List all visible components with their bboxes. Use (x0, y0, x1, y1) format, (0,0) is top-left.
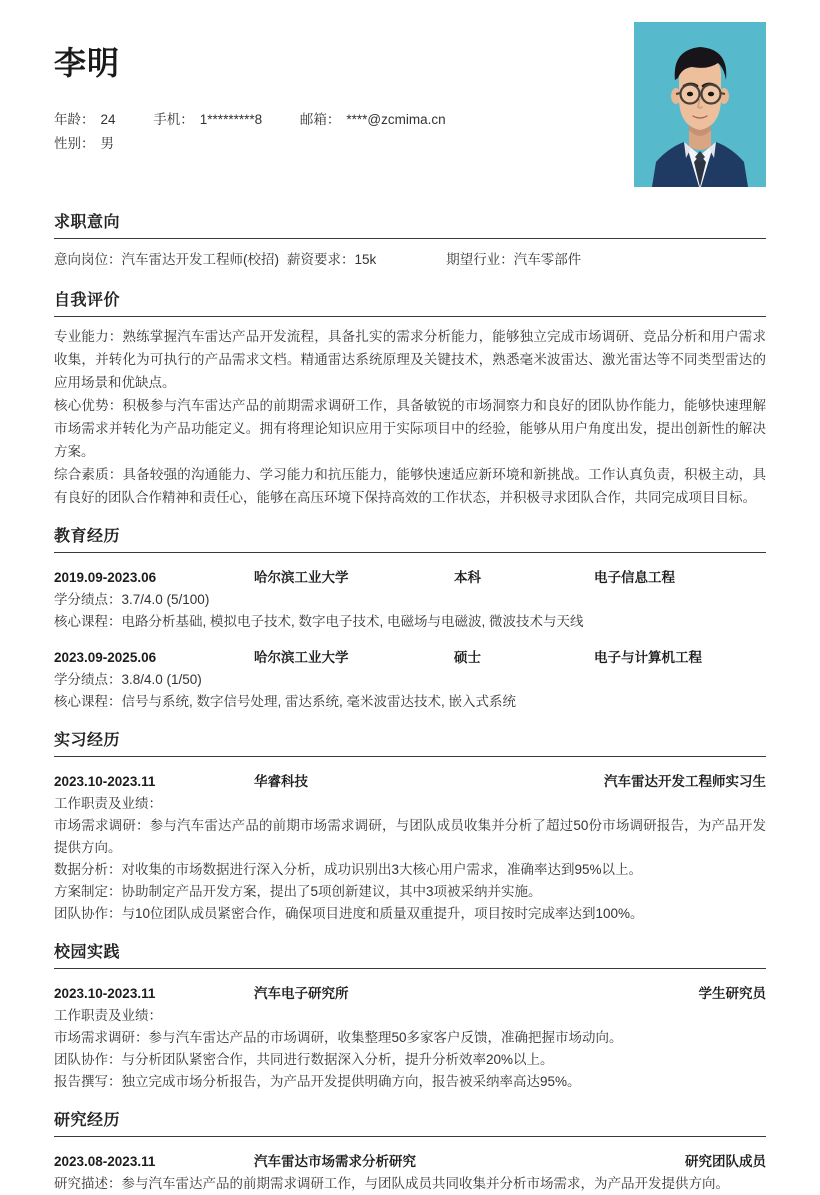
research-header-row (54, 1145, 766, 1173)
education-school: 哈尔滨工业大学 (254, 570, 349, 585)
contact-phone (153, 108, 262, 132)
contact-phone-value: 1*********8 (199, 112, 263, 128)
internship-company: 华睿科技 (254, 774, 308, 789)
section-title-campus-practice: 校园实践 (54, 944, 121, 961)
campus-duty-item: 团队协作：与分析团队紧密合作，共同进行数据深入分析，提升分析效率20%以上。 (54, 1052, 554, 1067)
campus-duty-heading: 工作职责及业绩： (54, 1008, 162, 1023)
education-header-row (54, 561, 766, 589)
education-date: 2023.09-2025.06 (54, 650, 157, 665)
intent-industry-value: 汽车零部件 (513, 252, 582, 267)
section-title-self-evaluation: 自我评价 (54, 292, 121, 309)
resume-header (0, 0, 820, 195)
education-degree: 硕士 (454, 650, 481, 665)
education-major: 电子与计算机工程 (594, 650, 702, 665)
internship-header-row (54, 765, 766, 793)
section-title-job-intent: 求职意向 (54, 214, 121, 231)
contact-phone-label: 手机： (153, 112, 194, 128)
education-school: 哈尔滨工业大学 (254, 650, 349, 665)
campus-role: 学生研究员 (698, 986, 766, 1001)
section-title-research: 研究经历 (54, 1112, 121, 1129)
contact-age-value: 24 (100, 112, 116, 128)
research-role: 研究团队成员 (685, 1154, 766, 1169)
campus-org: 汽车电子研究所 (254, 986, 349, 1001)
internship-duty-heading: 工作职责及业绩： (54, 796, 162, 811)
contact-gender-label: 性别： (54, 136, 95, 152)
section-divider (54, 1136, 766, 1137)
internship-duty-item: 方案制定：协助制定产品开发方案，提出了5项创新建议，其中3项被采纳并实施。 (54, 884, 542, 899)
campus-header-row (54, 977, 766, 1005)
campus-date: 2023.10-2023.11 (54, 986, 156, 1001)
portrait-photo-icon (634, 22, 766, 187)
section-divider (54, 552, 766, 553)
education-degree: 本科 (454, 570, 481, 585)
self-evaluation-paragraph: 专业能力：熟练掌握汽车雷达产品开发流程，具备扎实的需求分析能力，能够独立完成市场调研、竞品分析和用户需求收集，并转化为可执行的产品需求文档。精通雷达系统原理及关键技术，熟悉毫米波雷达、激光雷达等不同类型雷达的应用场景和优缺点。 (54, 329, 766, 390)
education-major: 电子信息工程 (594, 570, 675, 585)
section-divider (54, 756, 766, 757)
education-item (54, 641, 766, 713)
intent-salary-label: 薪资要求： (287, 252, 355, 267)
campus-duty-item: 报告撰写：独立完成市场分析报告，为产品开发提供明确方向，报告被采纳率高达95%。 (54, 1074, 581, 1089)
section-divider (54, 316, 766, 317)
internship-duty-item: 市场需求调研：参与汽车雷达产品的前期市场需求调研，与团队成员收集并分析了超过50份市场调研报告，为产品开发提供方向。 (54, 818, 766, 855)
education-gpa: 学分绩点：3.7/4.0 (5/100) (54, 592, 210, 607)
section-job-intent (0, 209, 820, 273)
contact-email-label: 邮箱： (299, 112, 341, 128)
candidate-name: 李明 (54, 45, 121, 81)
intent-industry-label: 期望行业： (446, 252, 514, 267)
internship-role: 汽车雷达开发工程师实习生 (604, 774, 766, 789)
spacer (54, 633, 766, 641)
contact-email (300, 108, 446, 132)
self-evaluation-paragraph: 核心优势：积极参与汽车雷达产品的前期需求调研工作，具备敏锐的市场洞察力和良好的团队协作能力，能够快速理解市场需求并转化为产品功能定义。拥有将理论知识应用于实际项目中的经验，能够从用户角度出发，提出创新性的解决方案。 (54, 398, 766, 459)
candidate-photo (634, 22, 766, 187)
self-evaluation-paragraph: 综合素质：具备较强的沟通能力、学习能力和抗压能力，能够快速适应新环境和新挑战。工作认真负责，积极主动，具有良好的团队合作精神和责任心，能够在高压环境下保持高效的工作状态，并积极寻求团队合作，共同完成项目目标。 (54, 467, 766, 505)
internship-duty-item: 数据分析：对收集的市场数据进行深入分析，成功识别出3大核心用户需求，准确率达到95%以上。 (54, 862, 643, 877)
education-gpa: 学分绩点：3.8/4.0 (1/50) (54, 672, 202, 687)
intent-position-value: 汽车雷达开发工程师(校招) (121, 252, 279, 267)
contact-age-label: 年龄： (54, 112, 95, 128)
section-campus-practice (0, 939, 820, 1093)
research-description: 研究描述：参与汽车雷达产品的前期需求调研工作，与团队成员共同收集并分析市场需求，为产品开发提供方向。 (54, 1176, 729, 1191)
research-date: 2023.08-2023.11 (54, 1154, 156, 1169)
job-intent-row (54, 247, 766, 273)
education-item (54, 561, 766, 633)
section-internship (0, 727, 820, 925)
section-self-evaluation (0, 287, 820, 509)
section-divider (54, 968, 766, 969)
contact-age (54, 108, 116, 132)
research-project: 汽车雷达市场需求分析研究 (254, 1154, 416, 1169)
education-header-row (54, 641, 766, 669)
contact-email-value: ****@zcmima.cn (346, 112, 446, 128)
internship-date: 2023.10-2023.11 (54, 774, 156, 789)
internship-duty-item: 团队协作：与10位团队成员紧密合作，确保项目进度和质量双重提升，项目按时完成率达到100%。 (54, 906, 644, 921)
contact-gender (54, 132, 114, 156)
section-title-education: 教育经历 (54, 528, 121, 545)
contact-gender-value: 男 (100, 136, 114, 152)
campus-duty-item: 市场需求调研：参与汽车雷达产品的市场调研，收集整理50多家客户反馈，准确把握市场动向。 (54, 1030, 623, 1045)
intent-salary-value: 15k (354, 252, 377, 267)
education-courses: 核心课程：信号与系统, 数字信号处理, 雷达系统, 毫米波雷达技术, 嵌入式系统 (54, 694, 517, 709)
section-divider (54, 238, 766, 239)
intent-position-label: 意向岗位： (54, 252, 122, 267)
section-education (0, 523, 820, 713)
campus-item (54, 977, 766, 1093)
education-date: 2019.09-2023.06 (54, 570, 157, 585)
section-title-internship: 实习经历 (54, 732, 121, 749)
section-research (0, 1107, 820, 1195)
education-courses: 核心课程：电路分析基础, 模拟电子技术, 数字电子技术, 电磁场与电磁波, 微波技术与天线 (54, 614, 584, 629)
research-item (54, 1145, 766, 1195)
internship-item (54, 765, 766, 925)
